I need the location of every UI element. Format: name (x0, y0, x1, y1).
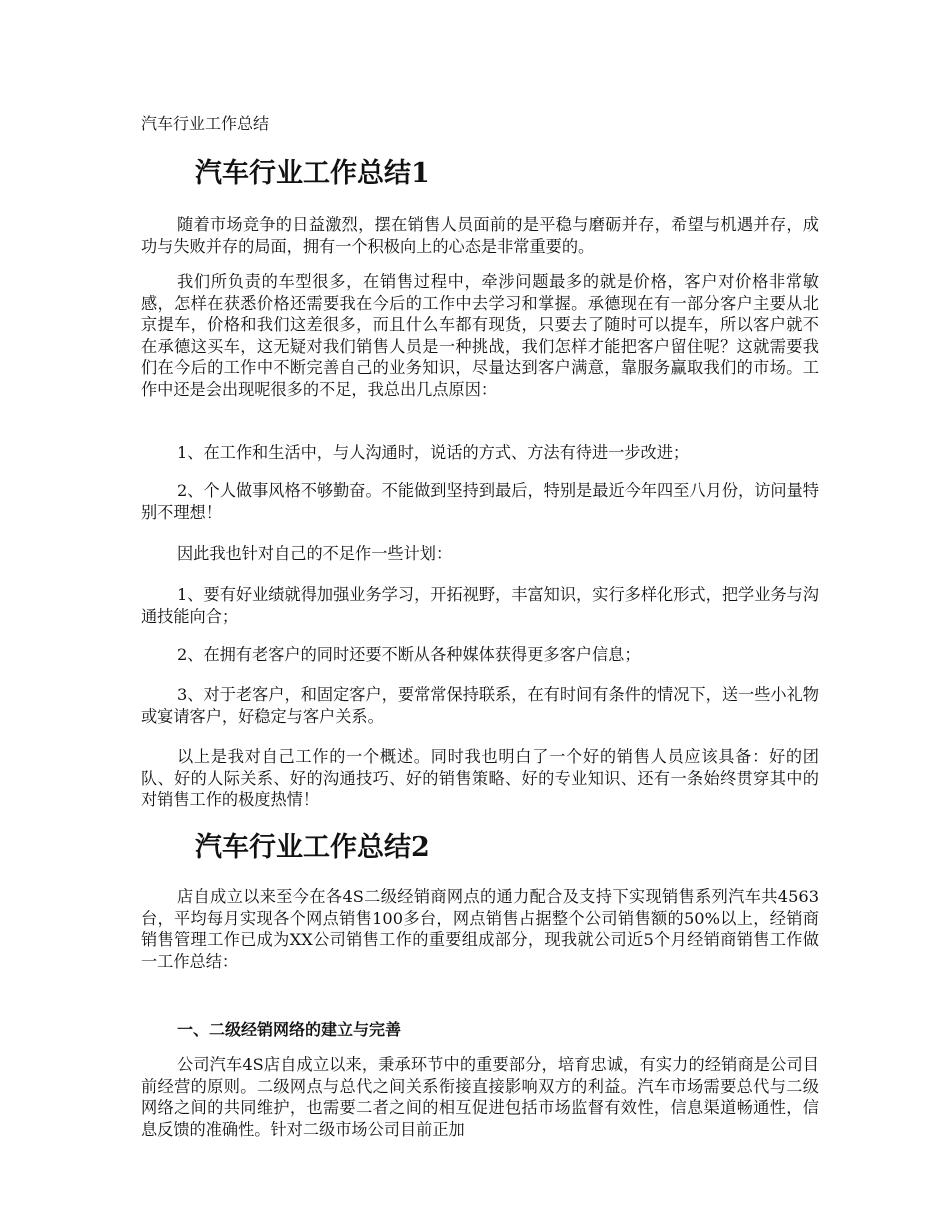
section-2-subheading: 一、二级经销网络的建立与完善 (177, 1020, 402, 1039)
section-1-heading: 汽车行业工作总结1 (195, 158, 430, 189)
section-1-paragraph-4: 2、个人做事风格不够勤奋。不能做到坚持到最后，特别是最近今年四至八月份，访问量特别不理想！ (141, 481, 819, 522)
section-1-paragraph-7: 2、在拥有老客户的同时还要不断从各种媒体获得更多客户信息； (177, 645, 641, 664)
section-1-paragraph-8: 3、对于老客户，和固定客户，要常常保持联系，在有时间有条件的情况下，送一些小礼物或宴请客户，好稳定与客户关系。 (141, 685, 819, 726)
section-1-paragraph-3: 1、在工作和生活中，与人沟通时，说话的方式、方法有待进一步改进； (177, 443, 690, 462)
section-2-body: 公司汽车4S店自成立以来，秉承环节中的重要部分，培育忠诚，有实力的经销商是公司目前经营的原则。二级网点与总代之间关系衔接直接影响双方的利益。汽车市场需要总代与二级网络之间的共同维护，也需要二者之间的相互促进包括市场监督有效性，信息渠道畅通性，信息反馈的准确性。针对二级市场公司目前正加 (141, 1055, 819, 1139)
section-2-heading: 汽车行业工作总结2 (195, 832, 430, 863)
section-2-intro: 店自成立以来至今在各4S二级经销商网点的通力配合及支持下实现销售系列汽车共4563台，平均每月实现各个网点销售100多台，网点销售占据整个公司销售额的50%以上，经销商销售管理工作已成为XX公司销售工作的重要组成部分，现我就公司近5个月经销商销售工作做一工作总结： (141, 887, 819, 971)
section-1-paragraph-9: 以上是我对自己工作的一个概述。同时我也明白了一个好的销售人员应该具备：好的团队、好的人际关系、好的沟通技巧、好的销售策略、好的专业知识、还有一条始终贯穿其中的对销售工作的极度热情！ (141, 747, 819, 810)
document-title: 汽车行业工作总结 (141, 114, 270, 133)
section-1-paragraph-2: 我们所负责的车型很多，在销售过程中，牵涉问题最多的就是价格，客户对价格非常敏感，怎样在获悉价格还需要我在今后的工作中去学习和掌握。承德现在有一部分客户主要从北京提车，价格和我们这差很多，而且什么车都有现货，只要去了随时可以提车，所以客户就不在承德这买车，这无疑对我们销售人员是一种挑战，我们怎样才能把客户留住呢？这就需要我们在今后的工作中不断完善自己的业务知识，尽量达到客户满意，靠服务赢取我们的市场。工作中还是会出现呢很多的不足，我总出几点原因： (141, 272, 819, 399)
section-1-paragraph-6: 1、要有好业绩就得加强业务学习，开拓视野，丰富知识，实行多样化形式，把学业务与沟通技能向合； (141, 585, 819, 626)
section-1-paragraph-1: 随着市场竞争的日益激烈，摆在销售人员面前的是平稳与磨砺并存，希望与机遇并存，成功与失败并存的局面，拥有一个积极向上的心态是非常重要的。 (141, 215, 819, 256)
section-1-paragraph-5: 因此我也针对自己的不足作一些计划： (177, 544, 453, 563)
